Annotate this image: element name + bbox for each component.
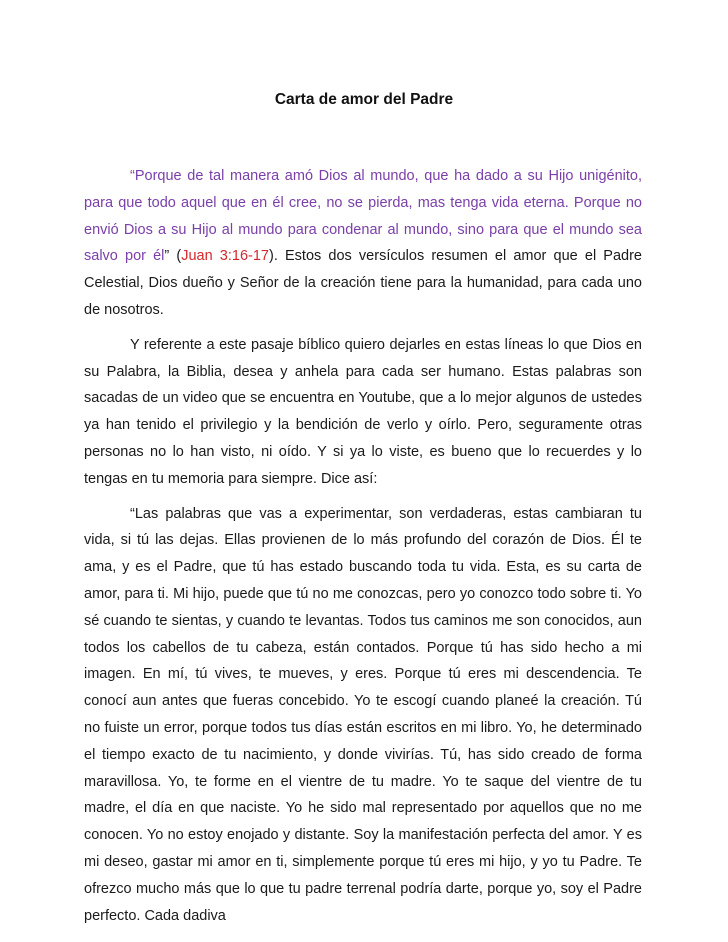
verse-reference: Juan 3:16-17 (181, 248, 269, 265)
verse-close-quote: ” ( (164, 248, 182, 265)
document-title: Carta de amor del Padre (274, 91, 454, 108)
paragraph-2: Y referente a este pasaje bíblico quiero dejarles en estas líneas lo que Dios en su Palabra, la Biblia, desea y anhela para cada ser humano. Estas palabras son sacadas de un video que se encuentra en Youtube, que a lo mejor algunos de ustedes ya han tenido el privilegio y la bendición de verlo y oírlo. Pero, seguramente otras personas no lo han visto, ni oído. Y si ya lo viste, es bueno que lo recuerdes y lo tengas en tu memoria para siempre. Dice así: (84, 336, 642, 487)
document-body (84, 163, 642, 937)
verse-text: Porque de tal manera amó Dios al mundo, que ha dado a su Hijo unigénito, para que todo aquel que en él cree, no se pierda, mas tenga vida eterna. Porque no envió Dios a su Hijo al mundo para condenar al mundo, sino para que el mundo sea salvo por él (84, 168, 642, 265)
verse-open-quote: “ (130, 168, 135, 184)
paragraph-1-rest: ). Estos dos versículos resumen el amor que el Padre Celestial, Dios dueño y Señor de la creación tiene para la humanidad, para cada uno de nosotros. (84, 248, 643, 318)
paragraph-1 (84, 163, 642, 324)
paragraph-3: “Las palabras que vas a experimentar, son verdaderas, estas cambiaran tu vida, si tú las dejas. Ellas provienen de lo más profundo del corazón de Dios. Él te ama, y es el Padre, que tú has estado buscando toda tu vida. Esta, es su carta de amor, para ti. Mi hijo, puede que tú no me conozcas, pero yo conozco todo sobre ti. Yo sé cuando te sientas, y cuando te levantas. Todos tus caminos me son conocidos, aun todos los cabellos de tu cabeza, están contados. Porque tú has sido hecho a mi imagen. En mí, tú vives, te mueves, y eres. Porque tú eres mi descendencia. Te conocí aun antes que fueras concebido. Yo te escogí cuando planeé la creación. Tú no fuiste un error, porque todos tus días están escritos en mi libro. Yo, he determinado el tiempo exacto de tu nacimiento, y donde vivirías. Tú, has sido creado de forma maravillosa. Yo, te forme en el vientre de tu madre. Yo te saque del vientre de tu madre, el día en que naciste. Yo he sido mal representado por aquellos que no me conocen. Yo no estoy enojado y distante. Soy la manifestación perfecta del amor. Y es mi deseo, gastar mi amor en ti, simplemente porque tú eres mi hijo, y yo tu Padre. Te ofrezco mucho más que lo que tu padre terrenal podría darte, porque yo, soy el Padre perfecto. Cada dadiva (84, 505, 642, 924)
